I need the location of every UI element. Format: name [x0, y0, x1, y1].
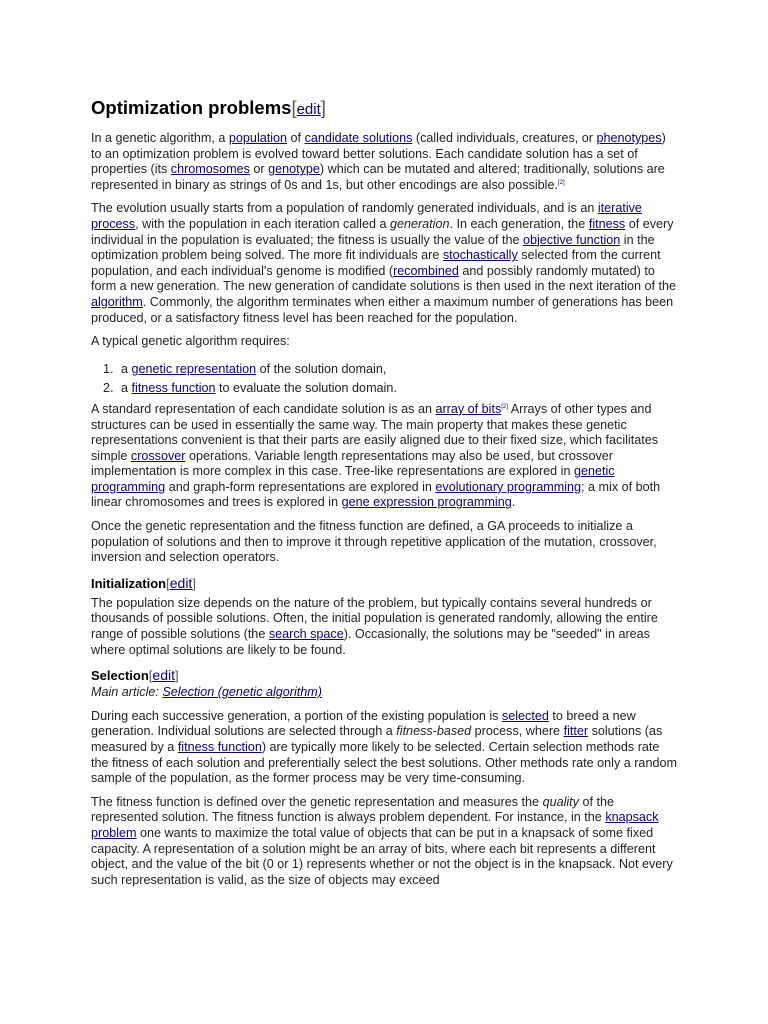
section-heading-initialization: Initialization[edit] [91, 574, 196, 591]
link-selected[interactable]: selected [501, 708, 549, 723]
paragraph-intro-2: The evolution usually starts from a population of randomly generated individuals, and is an iterative process, with the population in each iteration called a generation. In each generation, the fitness of every individual in the population is evaluated; the fitness is usually the value of the objective function in the optimization problem being solved. The more fit individuals are stochastically selected from the current population, and each individual's genome is modified (recombined and possibly randomly mutated) to form a new generation. The new generation of candidate solutions is then used in the next iteration of the algorithm. Commonly, the algorithm terminates when either a maximum number of generations has been produced, or a satisfactory fitness level has been reached for the population. [91, 201, 677, 325]
paragraph-intro-3: A typical genetic algorithm requires: [91, 334, 290, 349]
link-selection-genetic-algorithm[interactable]: Selection (genetic algorithm) [162, 685, 322, 700]
paragraph-selection-1: During each successive generation, a portion of the existing population is selected to breed a new generation. Individual solutions are selected through a fitness-based process, where fitter solutions (as measured by a fitness function) are typically more likely to be selected. Certain selection methods rate the fitness of each solution and preferentially select the best solutions. Other methods rate only a random sample of the population, as the former process may be very time-consuming. [91, 708, 677, 786]
link-gene-expression-programming[interactable]: gene expression programming [341, 495, 512, 510]
paragraph-intro-5: Once the genetic representation and the fitness function are defined, a GA proceeds to initialize a population of solutions and then to improve it through repetitive application of the mutation, crossover, inversion and selection operators. [91, 519, 657, 565]
link-fitness-function[interactable]: fitness function [131, 381, 216, 396]
link-chromosomes[interactable]: chromosomes [170, 162, 250, 177]
link-population[interactable]: population [228, 131, 288, 145]
link-genotype[interactable]: genotype [268, 162, 320, 177]
link-search-space[interactable]: search space [268, 627, 344, 642]
list-item: 2. a fitness function to evaluate the solution domain. [117, 381, 677, 397]
section-heading-optimization-problems: Optimization problems[edit] [91, 97, 326, 118]
link-array-of-bits[interactable]: array of bits [435, 401, 502, 416]
link-genetic-representation[interactable]: genetic representation [131, 361, 257, 376]
main-article-note: Main article: Selection (genetic algorithm) [91, 685, 322, 700]
link-recombined[interactable]: recombined [393, 263, 459, 278]
link-crossover[interactable]: crossover [130, 448, 186, 463]
link-genetic-programming[interactable]: genetic programming [91, 464, 615, 494]
article-body [91, 96, 677, 896]
edit-link-optimization[interactable]: edit [296, 101, 321, 118]
link-evolutionary-programming[interactable]: evolutionary programming [435, 479, 582, 494]
heading-title: Initialization [91, 575, 167, 591]
link-fitness[interactable]: fitness [588, 216, 626, 231]
list-item: 1. a genetic representation of the solution domain, [117, 362, 677, 378]
edit-link-initialization[interactable]: edit [169, 574, 193, 591]
paragraph-intro-4: A standard representation of each candidate solution is as an array of bits[2] Arrays of other types and structures can be used in essentially the same way. The main property that makes these genetic representations convenient is that their parts are easily aligned due to their fixed size, which facilitates simple crossover operations. Variable length representations may also be used, but crossover implementation is more complex in this case. Tree-like representations are explored in genetic programming and graph-form representations are explored in evolutionary programming; a mix of both linear chromosomes and trees is explored in gene expression programming. [91, 401, 661, 510]
requirements-list [91, 362, 677, 397]
link-fitness-function-2[interactable]: fitness function [177, 740, 262, 754]
link-candidate-solutions[interactable]: candidate solutions [304, 131, 413, 145]
edit-link-selection[interactable]: edit [152, 667, 175, 684]
section-heading-selection: Selection[edit] [91, 667, 179, 684]
link-phenotypes[interactable]: phenotypes [596, 131, 662, 145]
link-algorithm[interactable]: algorithm [91, 294, 143, 309]
heading-title: Optimization problems [91, 97, 292, 118]
citation-ref[interactable]: [2] [557, 179, 565, 186]
link-objective-function[interactable]: objective function [522, 232, 621, 247]
link-knapsack-problem[interactable]: knapsack problem [91, 810, 659, 840]
citation-ref[interactable]: [2] [501, 403, 508, 410]
paragraph-intro-1: In a genetic algorithm, a population of candidate solutions (called individuals, creatures, or phenotypes) to an optimization problem is evolved toward better solutions. Each candidate solution has a set of properties (its chromosomes or genotype) which can be mutated and altered; traditionally, solutions are represented in binary as strings of 0s and 1s, but other encodings are also possible.[2] [91, 131, 666, 192]
link-iterative-process[interactable]: iterative process [91, 201, 642, 231]
link-stochastically[interactable]: stochastically [442, 248, 518, 263]
paragraph-selection-2: The fitness function is defined over the genetic representation and measures the quality of the represented solution. The fitness function is always problem dependent. For instance, in the knapsack problem one wants to maximize the total value of objects that can be put in a knapsack of some fixed capacity. A representation of a solution might be an array of bits, where each bit represents a different object, and the value of the bit (0 or 1) represents whether or not the object is in the knapsack. Not every such representation is valid, as the size of objects may exceed [91, 794, 673, 887]
link-fitter[interactable]: fitter [563, 724, 589, 739]
heading-title: Selection [91, 668, 149, 684]
paragraph-initialization: The population size depends on the nature of the problem, but typically contains several hundreds or thousands of possible solutions. Often, the initial population is generated randomly, allowing the entire range of possible solutions (the search space). Occasionally, the solutions may be "seeded" in areas where optimal solutions are likely to be found. [91, 595, 658, 657]
